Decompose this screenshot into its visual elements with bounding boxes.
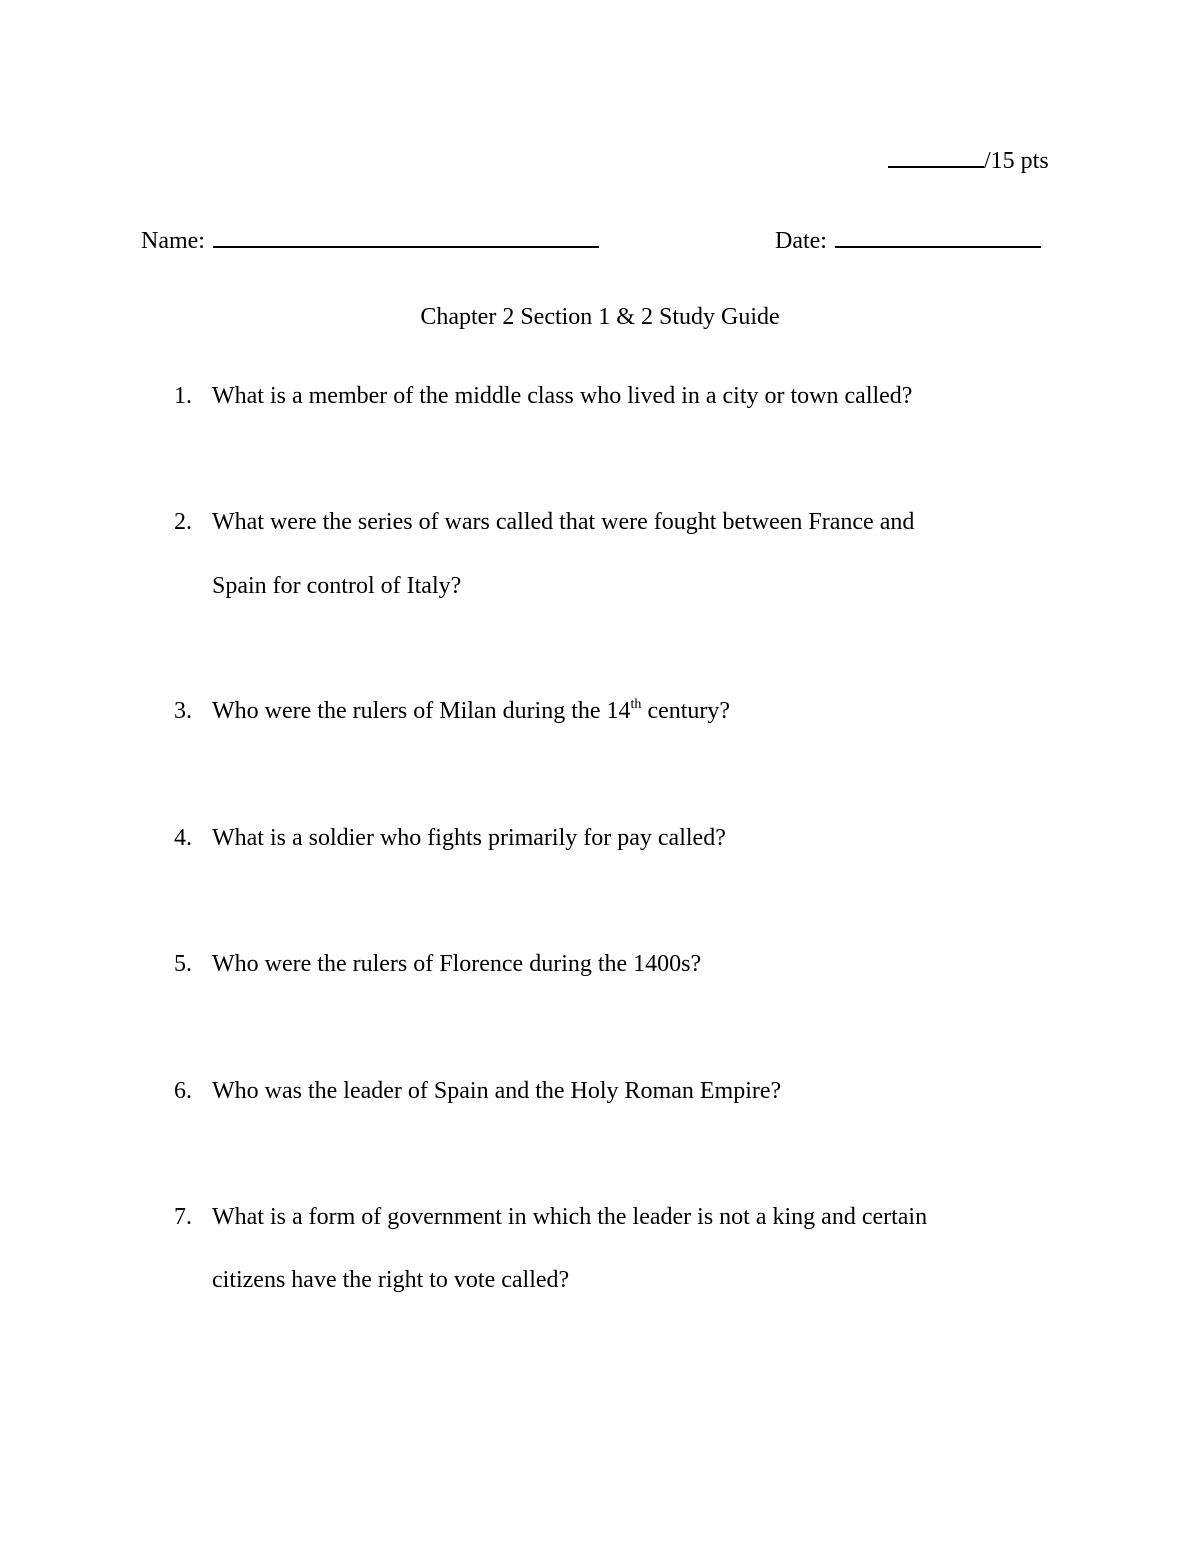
question-text-continued: Spain for control of Italy? [212,573,462,599]
date-label: Date: [775,228,827,254]
question-number: 5. [174,951,192,977]
name-label: Name: [141,228,205,254]
question-number: 6. [174,1078,192,1104]
question-number: 2. [174,509,192,535]
question-number: 4. [174,825,192,851]
name-blank[interactable] [213,226,599,248]
page-title: Chapter 2 Section 1 & 2 Study Guide [420,304,780,330]
question-text: What is a form of government in which the leader is not a king and certain [212,1204,928,1230]
date-field [775,226,1041,253]
question-text: What is a soldier who fights primarily for pay called? [212,825,726,851]
question-number: 1. [174,383,192,409]
score-field [888,146,1049,173]
name-field [141,226,599,253]
date-blank[interactable] [835,226,1041,248]
score-suffix: /15 pts [984,148,1049,174]
question-number: 3. [174,698,192,724]
question-text: What is a member of the middle class who lived in a city or town called? [212,383,913,409]
question-text: Who were the rulers of Florence during the 1400s? [212,951,702,977]
question-text-continued: citizens have the right to vote called? [212,1267,570,1293]
question-number: 7. [174,1204,192,1230]
question-text: Who was the leader of Spain and the Holy Roman Empire? [212,1078,782,1104]
question-text: What were the series of wars called that were fought between France and [212,509,915,535]
score-blank[interactable] [888,146,984,168]
ordinal-superscript: th [630,697,642,712]
question-text-after: century? [641,698,731,724]
question-text-before: Who were the rulers of Milan during the 14 [212,698,631,724]
question-text [212,699,730,723]
